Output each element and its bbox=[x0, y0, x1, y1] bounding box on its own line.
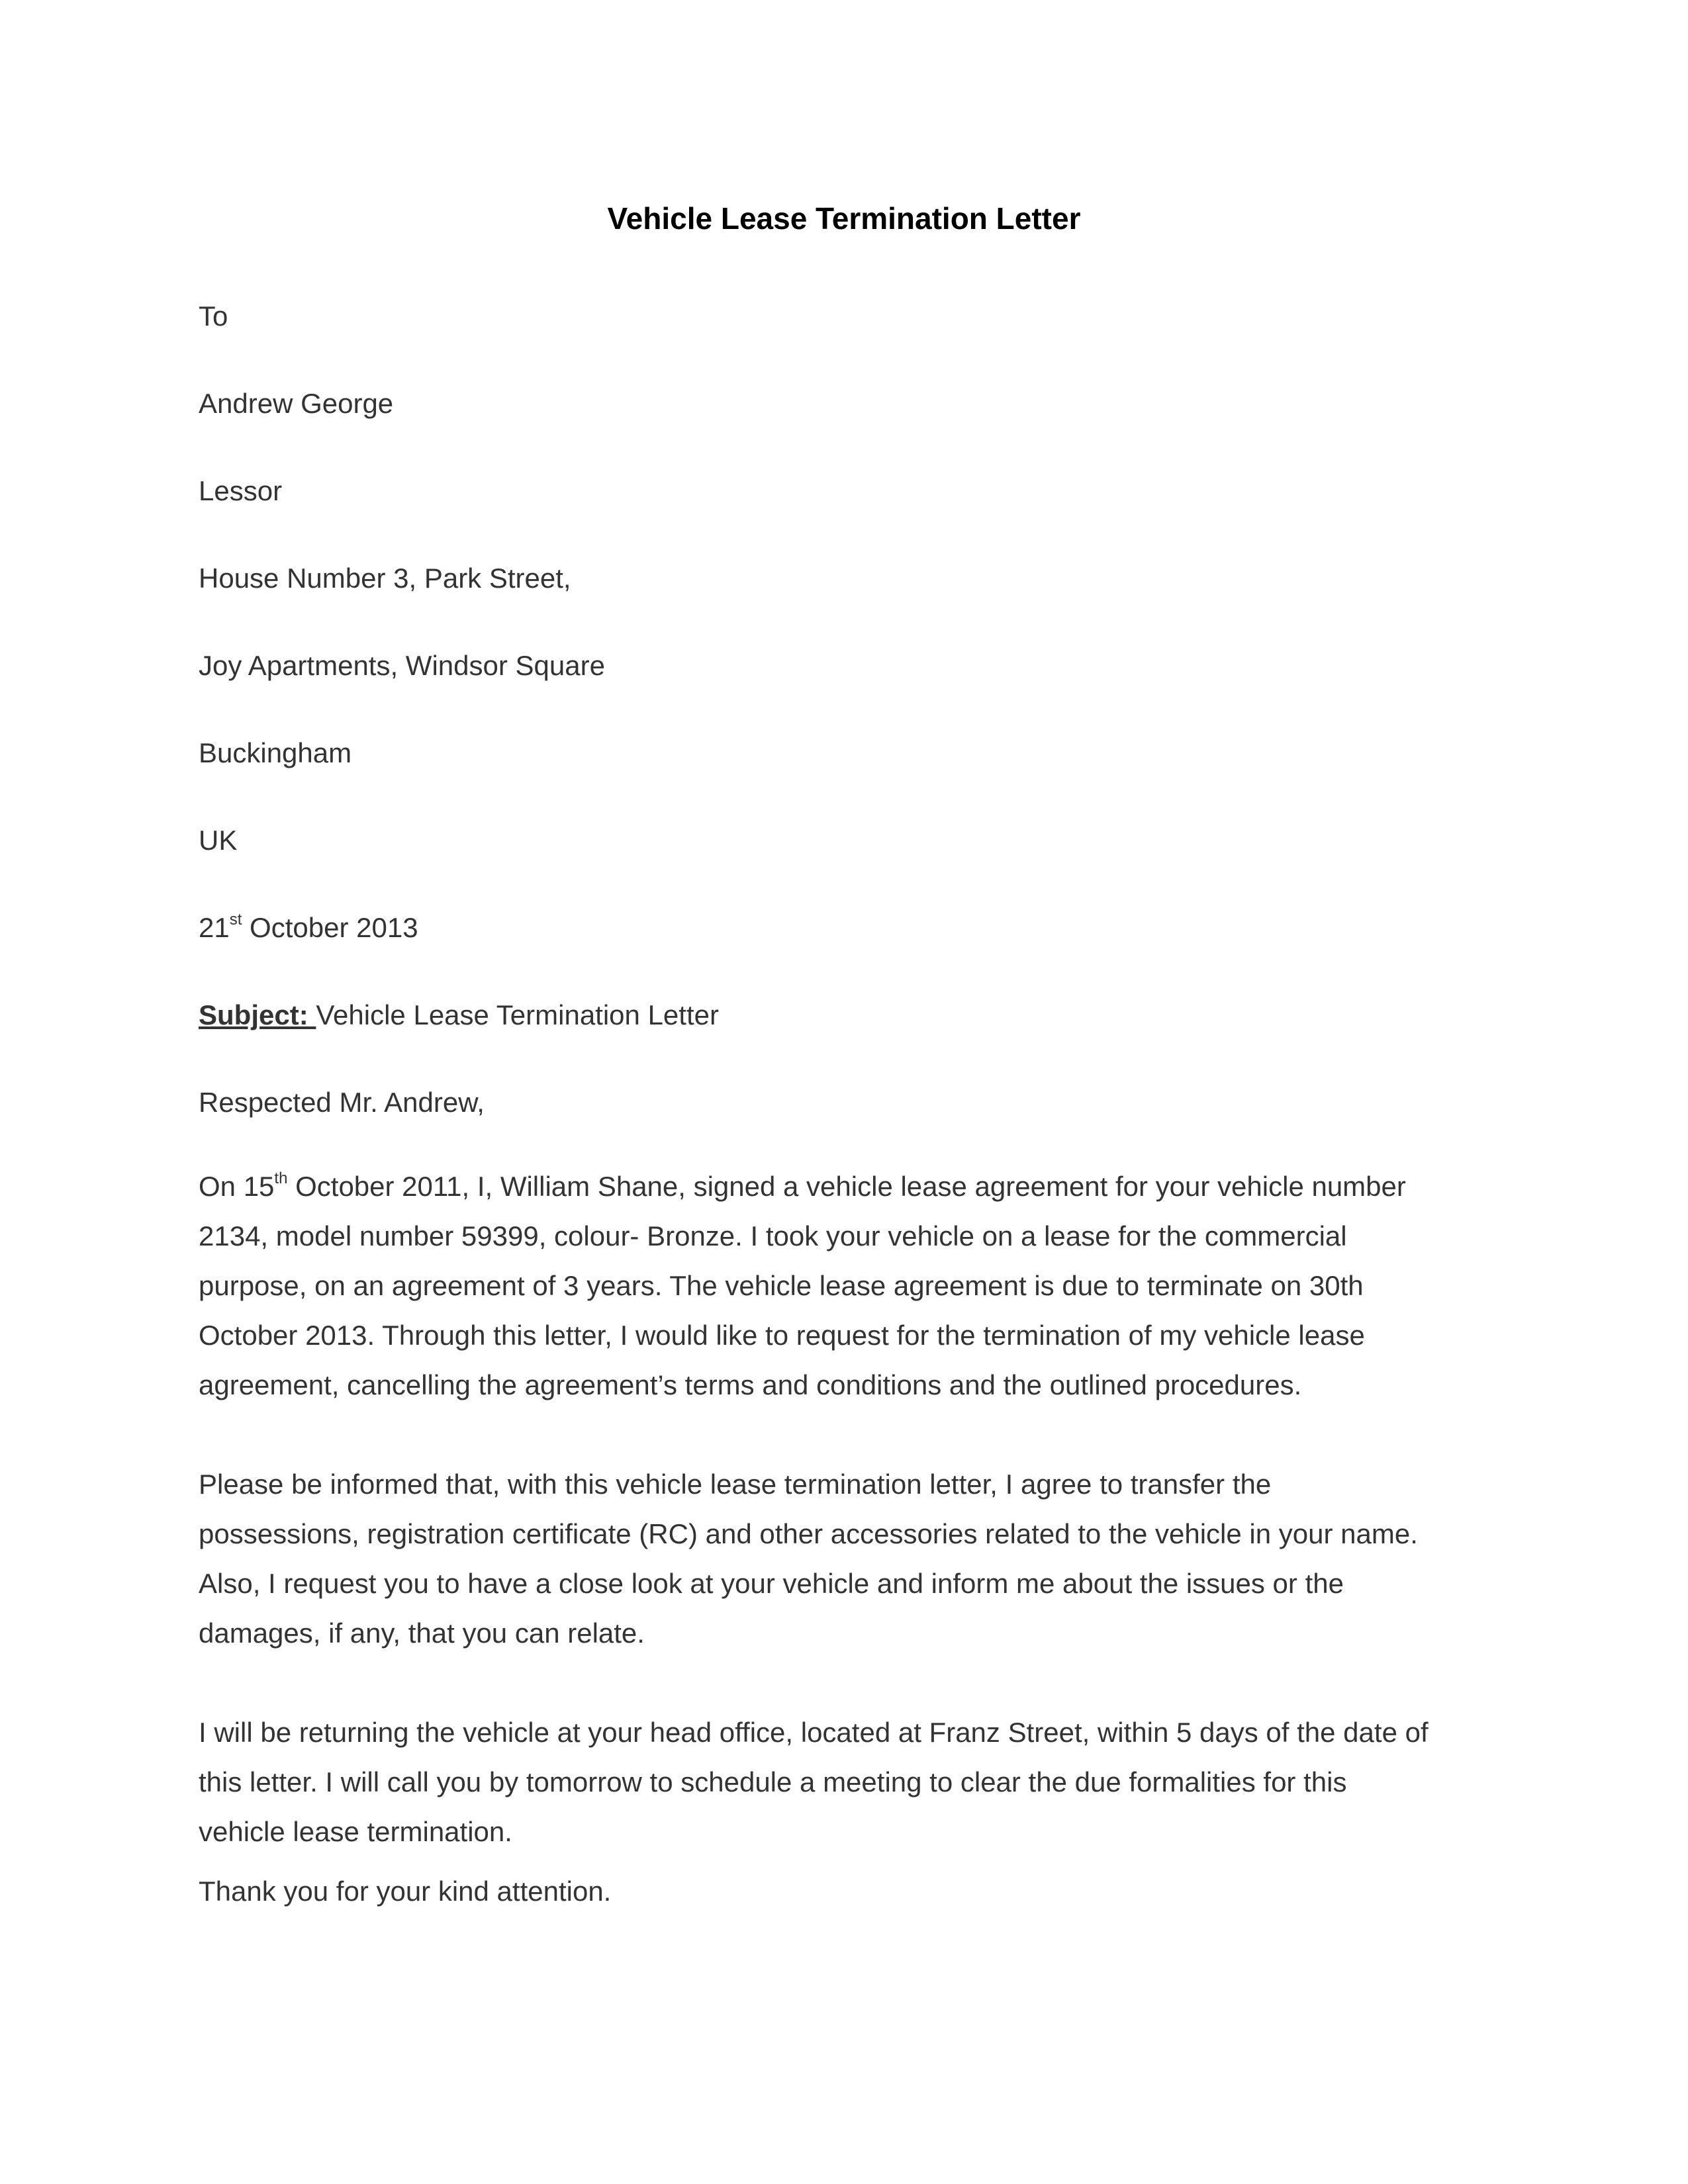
address-city: Buckingham bbox=[199, 737, 352, 768]
recipient-role: Lessor bbox=[199, 475, 283, 506]
paragraph-3-line-1: I will be returning the vehicle at your head office, located at Franz Street, within 5 days of the date of bbox=[199, 1717, 1429, 1748]
to-label: To bbox=[199, 300, 228, 332]
address-country: UK bbox=[199, 825, 238, 856]
paragraph-2-line-1: Please be informed that, with this vehicle lease termination letter, I agree to transfer the bbox=[199, 1469, 1272, 1500]
paragraph-2-line-2: possessions, registration certificate (RC) and other accessories related to the vehicle in your name. bbox=[199, 1518, 1418, 1549]
paragraph-1-line-5: agreement, cancelling the agreement’s terms and conditions and the outlined procedures. bbox=[199, 1369, 1302, 1400]
paragraph-3-line-2: this letter. I will call you by tomorrow to schedule a meeting to clear the due formalities for this bbox=[199, 1766, 1347, 1797]
salutation: Respected Mr. Andrew, bbox=[199, 1087, 485, 1118]
address-line-2: Joy Apartments, Windsor Square bbox=[199, 650, 605, 681]
paragraph-1-suffix: th bbox=[274, 1169, 288, 1187]
letter-date bbox=[199, 908, 418, 948]
paragraph-1-line-1 bbox=[199, 1161, 1496, 1211]
date-day: 21 bbox=[199, 912, 230, 943]
paragraph-1 bbox=[199, 1161, 1496, 1410]
paragraph-2-line-4: damages, if any, that you can relate. bbox=[199, 1617, 645, 1649]
paragraph-1-line-2: 2134, model number 59399, colour- Bronze. I took your vehicle on a lease for the commercial bbox=[199, 1220, 1347, 1251]
paragraph-1-line-1-rest: October 2011, I, William Shane, signed a vehicle lease agreement for your vehicle number bbox=[287, 1171, 1406, 1202]
paragraph-1-line-3: purpose, on an agreement of 3 years. The vehicle lease agreement is due to terminate on 30th bbox=[199, 1270, 1364, 1301]
paragraph-1-lead: On 15 bbox=[199, 1171, 275, 1202]
subject-label: Subject: bbox=[199, 999, 316, 1030]
date-suffix: st bbox=[229, 911, 242, 929]
paragraph-2-line-3: Also, I request you to have a close look at your vehicle and inform me about the issues or the bbox=[199, 1568, 1344, 1599]
paragraph-3 bbox=[199, 1707, 1496, 1856]
subject-text: Vehicle Lease Termination Letter bbox=[316, 999, 719, 1030]
address-line-1: House Number 3, Park Street, bbox=[199, 563, 571, 594]
subject-line bbox=[199, 995, 719, 1035]
letter-title: Vehicle Lease Termination Letter bbox=[607, 201, 1081, 236]
paragraph-1-line-4: October 2013. Through this letter, I would like to request for the termination of my vehicle lease bbox=[199, 1320, 1365, 1351]
date-rest: October 2013 bbox=[242, 912, 418, 943]
paragraph-2 bbox=[199, 1459, 1496, 1658]
recipient-name: Andrew George bbox=[199, 388, 394, 419]
closing-line: Thank you for your kind attention. bbox=[199, 1876, 612, 1907]
paragraph-3-line-3: vehicle lease termination. bbox=[199, 1816, 512, 1847]
